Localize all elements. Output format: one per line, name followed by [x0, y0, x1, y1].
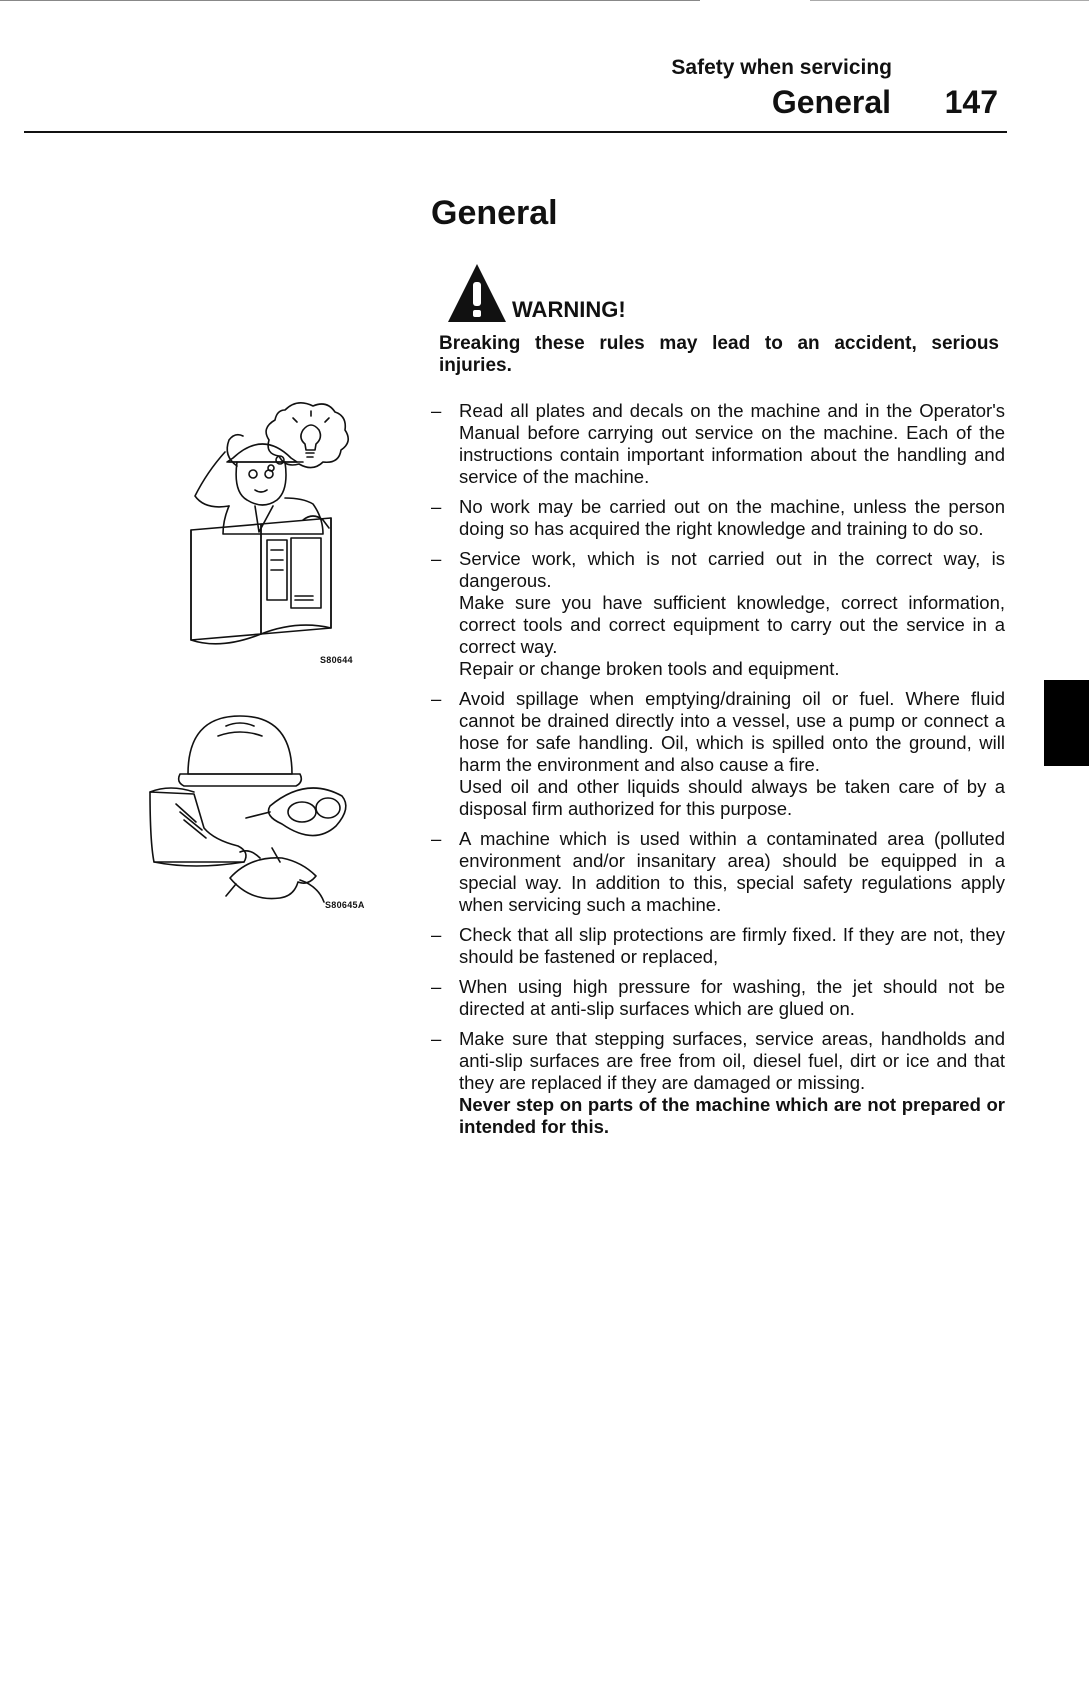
reading-manual-icon	[185, 400, 385, 675]
figure-caption: S80645A	[325, 900, 365, 910]
header-title-row	[0, 84, 1006, 128]
list-item-text: Make sure that stepping surfaces, service areas, handholds and anti-slip surfaces are free from oil, diesel fuel, dirt or ice and that they are replaced if they are damaged or missing.	[459, 1028, 1005, 1093]
list-item	[427, 496, 1005, 540]
top-border-right	[810, 0, 1089, 1]
bullet-dash: –	[431, 688, 442, 709]
safety-rules-list	[427, 400, 1005, 1146]
page-number: 147	[944, 84, 998, 120]
list-item-text: Read all plates and decals on the machine and in the Operator's Manual before carrying out service on the machine. Each of the instructions contain important information about the handling and service of the machine.	[459, 400, 1005, 487]
header-rule	[24, 131, 1007, 133]
bullet-dash: –	[431, 924, 442, 945]
list-item-text: Used oil and other liquids should always be taken care of by a disposal firm authorized for this purpose.	[459, 776, 1005, 819]
bullet-dash: –	[431, 496, 442, 517]
warning-label: WARNING!	[512, 297, 626, 322]
top-border	[0, 0, 700, 1]
chapter-tab-marker	[1044, 680, 1089, 766]
bullet-dash: –	[431, 828, 442, 849]
list-item	[427, 400, 1005, 488]
list-item	[427, 688, 1005, 820]
list-item-text: Make sure you have sufficient knowledge, correct information, correct tools and correct equipment to carry out the service in a correct way.	[459, 592, 1005, 657]
list-item	[427, 976, 1005, 1020]
list-item	[427, 548, 1005, 680]
list-item	[427, 924, 1005, 968]
bullet-dash: –	[431, 400, 442, 421]
protective-equipment-icon	[140, 708, 380, 913]
warning-block	[446, 262, 846, 324]
figure-caption: S80644	[320, 655, 353, 665]
bullet-dash: –	[431, 548, 442, 569]
header-title: General	[771, 84, 891, 120]
page-title: General	[431, 194, 558, 232]
list-item-text: Avoid spillage when emptying/draining oil or fuel. Where fluid cannot be drained directly into a vessel, use a pump or connect a hose for safe handling. Oil, which is spilled onto the ground, will harm the environment and also cause a fire.	[459, 688, 1005, 775]
list-item-text: Service work, which is not carried out in the correct way, is dangerous.	[459, 548, 1005, 591]
list-item-text: Check that all slip protections are firmly fixed. If they are not, they should be fastened or replaced,	[459, 924, 1005, 967]
bullet-dash: –	[431, 976, 442, 997]
bullet-dash: –	[431, 1028, 442, 1049]
list-item	[427, 1028, 1005, 1138]
list-item-text: No work may be carried out on the machine, unless the person doing so has acquired the right knowledge and training to do so.	[459, 496, 1005, 539]
header-section: Safety when servicing	[671, 56, 892, 79]
list-item-text: Repair or change broken tools and equipment.	[459, 658, 840, 679]
list-item-emphasis: Never step on parts of the machine which are not prepared or intended for this.	[459, 1094, 1005, 1137]
list-item	[427, 828, 1005, 916]
list-item-text: A machine which is used within a contaminated area (polluted environment and/or insanitary area) should be equipped in a special way. In addition to this, special safety regulations apply when servicing such a machine.	[459, 828, 1005, 915]
warning-text: Breaking these rules may lead to an accident, serious injuries.	[439, 333, 999, 376]
warning-triangle-icon	[446, 262, 508, 324]
list-item-text: When using high pressure for washing, the jet should not be directed at anti-slip surfaces which are glued on.	[459, 976, 1005, 1019]
